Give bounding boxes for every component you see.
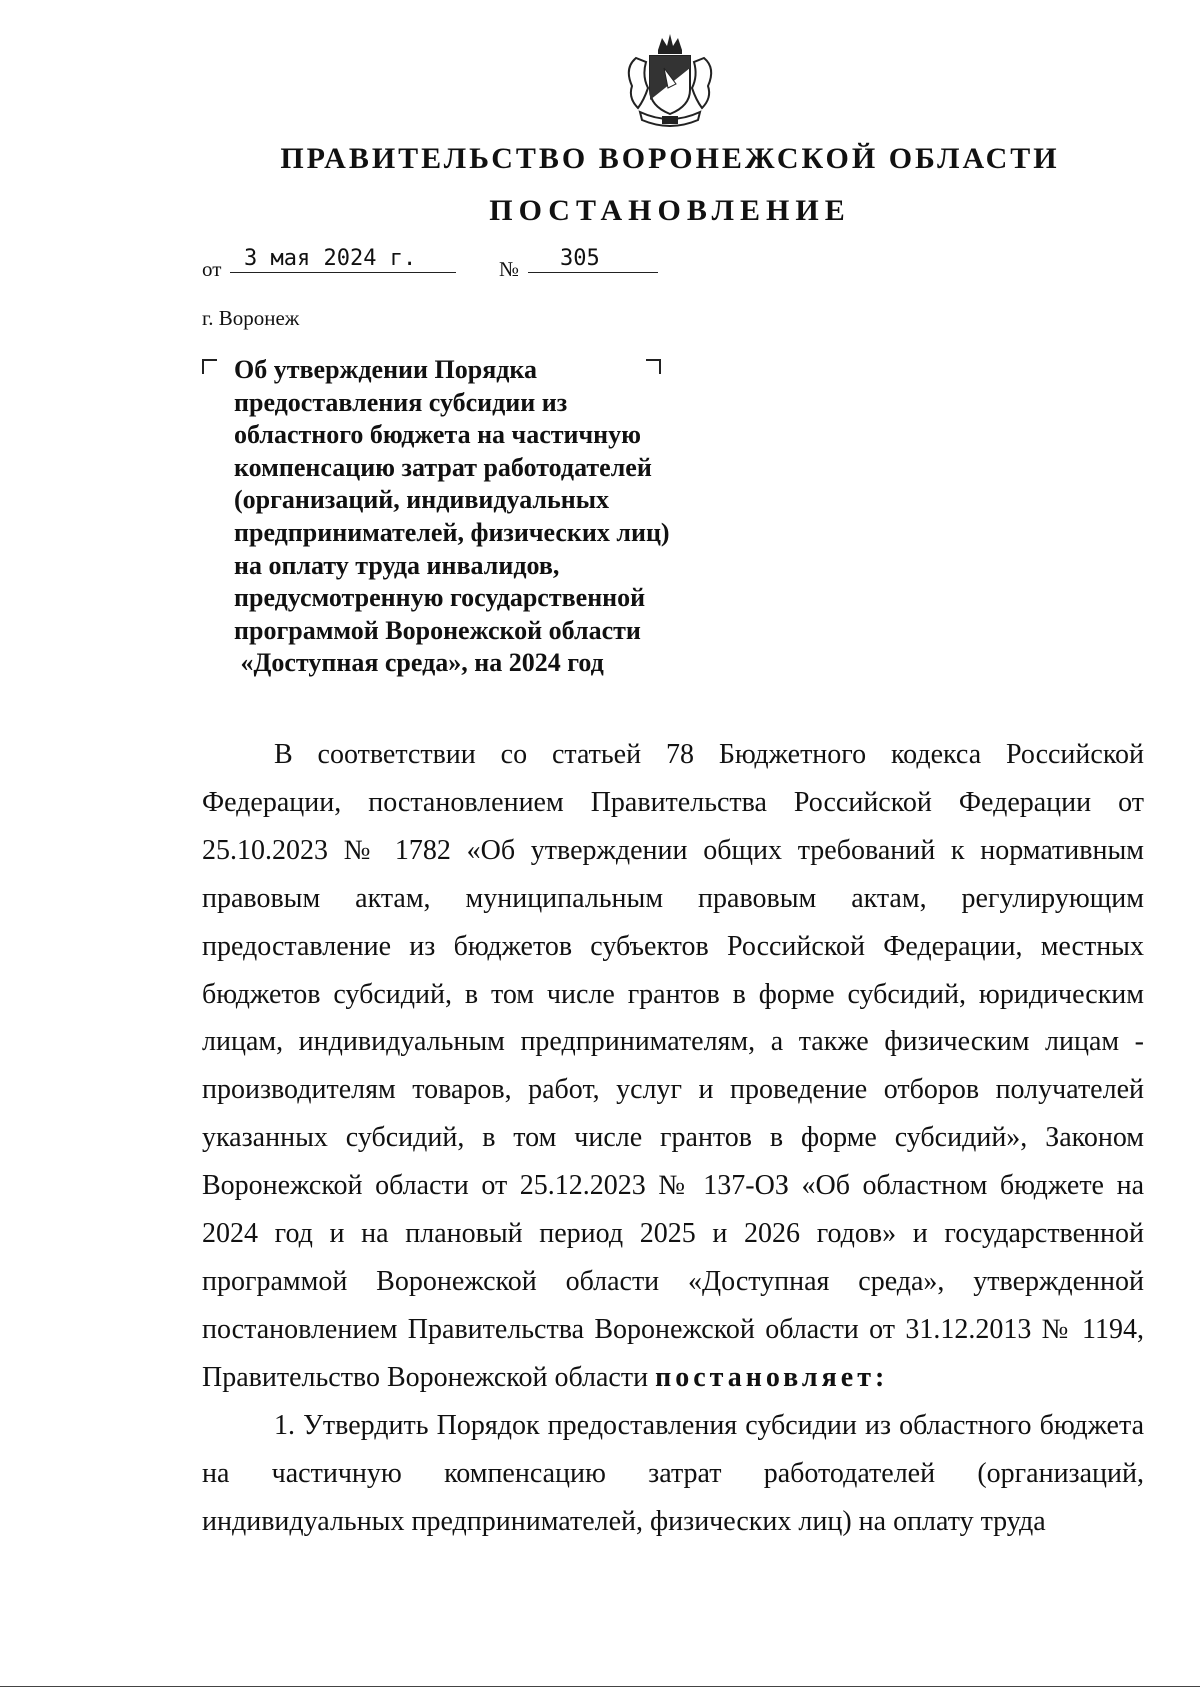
page-bottom-rule <box>0 1686 1200 1687</box>
date-number-line <box>202 240 662 284</box>
heading-line: Об утверждении Порядка <box>234 355 538 384</box>
item-1-paragraph <box>202 1402 1144 1546</box>
item-1-text: 1. Утвердить Порядок предоставления субсидии из областного бюджета на частичную компенсацию затрат работодателей (организаций, индивидуальных предпринимателей, физических лиц) на оплату труда <box>202 1409 1144 1537</box>
city: г. Воронеж <box>202 306 300 330</box>
title-corner-left <box>202 359 217 374</box>
heading-line: «Доступная среда», на 2024 год <box>234 648 604 678</box>
heading-line: компенсацию затрат работодателей <box>234 452 652 482</box>
heading-line: на оплату труда инвалидов, <box>234 550 560 580</box>
heading-line: программой Воронежской области <box>234 615 641 645</box>
date-underline <box>230 272 456 273</box>
preamble-paragraph <box>202 731 1144 1402</box>
coat-of-arms-icon <box>614 28 726 130</box>
document-heading <box>234 354 734 680</box>
heading-line: предоставления субсидии из <box>234 387 568 417</box>
document-body <box>202 731 1144 1545</box>
decree-subject: Правительство Воронежской области <box>202 1361 649 1393</box>
date-prefix: от <box>202 257 222 281</box>
government-title: ПРАВИТЕЛЬСТВО ВОРОНЕЖСКОЙ ОБЛАСТИ <box>280 142 1060 175</box>
document-date: 3 мая 2024 г. <box>244 246 417 271</box>
preamble-text: В соответствии со статьей 78 Бюджетного кодекса Российской Федерации, постановлением Правительства Российской Федерации от 25.10.2023 № 1782 «Об утверждении общих требований к нормативным правовым актам, муниципальным правовым актам, регулирующим предоставление из бюджетов субъектов Российской Федерации, местных бюджетов субсидий, в том числе грантов в форме субсидий, юридическим лицам, индивидуальным предпринимателям, а также физическим лицам - производителям товаров, работ, услуг и проведение отборов получателей указанных субсидий, в том числе грантов в форме субсидий», Законом Воронежской области от 25.12.2023 № 137-ОЗ «Об областном бюджете на 2024 год и на плановый период 2025 и 2026 годов» и государственной программой Воронежской области «Доступная среда», утвержденной постановлением Правительства Воронежской области от 31.12.2013 № 1194, <box>202 739 1144 1345</box>
document-number: 305 <box>560 246 600 271</box>
document-type: ПОСТАНОВЛЕНИЕ <box>489 194 851 227</box>
heading-line: предусмотренную государственной <box>234 583 646 613</box>
decree-verb: постановляет: <box>655 1361 889 1393</box>
number-underline <box>528 272 658 273</box>
heading-line: (организаций, индивидуальных <box>234 485 610 515</box>
heading-line: предпринимателей, физических лиц) <box>234 517 670 547</box>
number-prefix: № <box>499 257 520 281</box>
heading-line: областного бюджета на частичную <box>234 420 642 450</box>
